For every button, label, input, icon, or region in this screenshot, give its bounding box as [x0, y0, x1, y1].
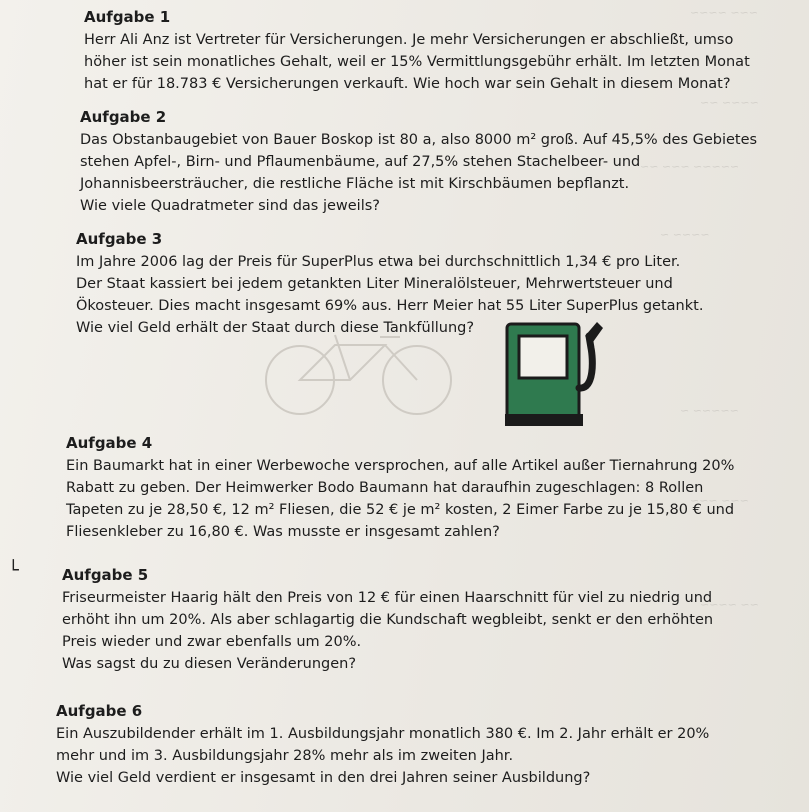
- task-5: [62, 566, 713, 675]
- task-text-line: Das Obstanbaugebiet von Bauer Boskop ist 80 a, also 8000 m² groß. Auf 45,5% des Gebietes: [80, 132, 758, 148]
- task-text-line: Ökosteuer. Dies macht insgesamt 69% aus. Herr Meier hat 55 Liter SuperPlus getankt.: [76, 298, 704, 314]
- task-text-line: Herr Ali Anz ist Vertreter für Versicherungen. Je mehr Versicherungen er abschließt, umso: [84, 32, 734, 48]
- bleed-through-text: ~~~~ ~~: [700, 96, 759, 109]
- task-text-line: höher ist sein monatliches Gehalt, weil er 15% Vermittlungsgebühr erhält. Im letzten Monat: [84, 54, 750, 70]
- task-text-line: Im Jahre 2006 lag der Preis für SuperPlus etwa bei durchschnittlich 1,34 € pro Liter.: [76, 254, 681, 270]
- task-text-line: mehr und im 3. Ausbildungsjahr 28% mehr als im zweiten Jahr.: [56, 748, 514, 764]
- bleed-through-text: ~~~ ~~~~: [690, 6, 759, 19]
- task-text-line: Wie viel Geld erhält der Staat durch diese Tankfüllung?: [76, 320, 475, 336]
- bleed-through-text: ~~~~ ~: [660, 228, 710, 241]
- bleed-through-text: ~~~~~ ~: [680, 404, 739, 417]
- task-text-line: Preis wieder und zwar ebenfalls um 20%.: [62, 634, 362, 650]
- task-heading: Aufgabe 6: [56, 702, 143, 720]
- task-text-line: erhöht ihn um 20%. Als aber schlagartig die Kundschaft wegbleibt, senkt er den erhöhten: [62, 612, 714, 628]
- task-text-line: Tapeten zu je 28,50 €, 12 m² Fliesen, die 52 € je m² kosten, 2 Eimer Farbe zu je 15,80 € und: [66, 502, 735, 518]
- task-text-line: Fliesenkleber zu 16,80 €. Was musste er insgesamt zahlen?: [66, 524, 500, 540]
- task-heading: Aufgabe 1: [84, 8, 171, 26]
- task-heading: Aufgabe 4: [66, 434, 153, 452]
- task-text-line: Johannisbeersträucher, die restliche Fläche ist mit Kirschbäumen bepflanzt.: [80, 176, 630, 192]
- task-heading: Aufgabe 3: [76, 230, 163, 248]
- task-heading: Aufgabe 2: [80, 108, 167, 126]
- task-heading: Aufgabe 5: [62, 566, 149, 584]
- bicycle-sketch-icon: [255, 325, 465, 420]
- task-text-line: Der Staat kassiert bei jedem getankten Liter Mineralölsteuer, Mehrwertsteuer und: [76, 276, 673, 292]
- task-text-line: Wie viel Geld verdient er insgesamt in den drei Jahren seiner Ausbildung?: [56, 770, 591, 786]
- bleed-through-text: ~~~~~ ~~~ ~~: [640, 160, 740, 173]
- task-text-line: Ein Auszubildender erhält im 1. Ausbildungsjahr monatlich 380 €. Im 2. Jahr erhält er 20%: [56, 726, 710, 742]
- task-text-line: Rabatt zu geben. Der Heimwerker Bodo Baumann hat daraufhin zugeschlagen: 8 Rollen: [66, 480, 704, 496]
- task-text-line: Was sagst du zu diesen Veränderungen?: [62, 656, 357, 672]
- task-1: [84, 8, 750, 95]
- bleed-through-text: ~~~ ~~~: [690, 494, 749, 507]
- fuel-pump-icon: [505, 318, 615, 428]
- task-text-line: Friseurmeister Haarig hält den Preis von 12 € für einen Haarschnitt für viel zu niedrig und: [62, 590, 713, 606]
- task-text-line: Ein Baumarkt hat in einer Werbewoche versprochen, auf alle Artikel außer Tiernahrung 20%: [66, 458, 735, 474]
- bleed-through-text: ~~ ~~~~: [700, 598, 759, 611]
- pen-mark: └: [8, 560, 19, 581]
- task-6: [56, 702, 709, 789]
- task-4: [66, 434, 734, 543]
- task-text-line: Wie viele Quadratmeter sind das jeweils?: [80, 198, 380, 214]
- task-2: [80, 108, 757, 217]
- task-text-line: stehen Apfel-, Birn- und Pflaumenbäume, auf 27,5% stehen Stachelbeer- und: [80, 154, 641, 170]
- task-text-line: hat er für 18.783 € Versicherungen verkauft. Wie hoch war sein Gehalt in diesem Monat?: [84, 76, 731, 92]
